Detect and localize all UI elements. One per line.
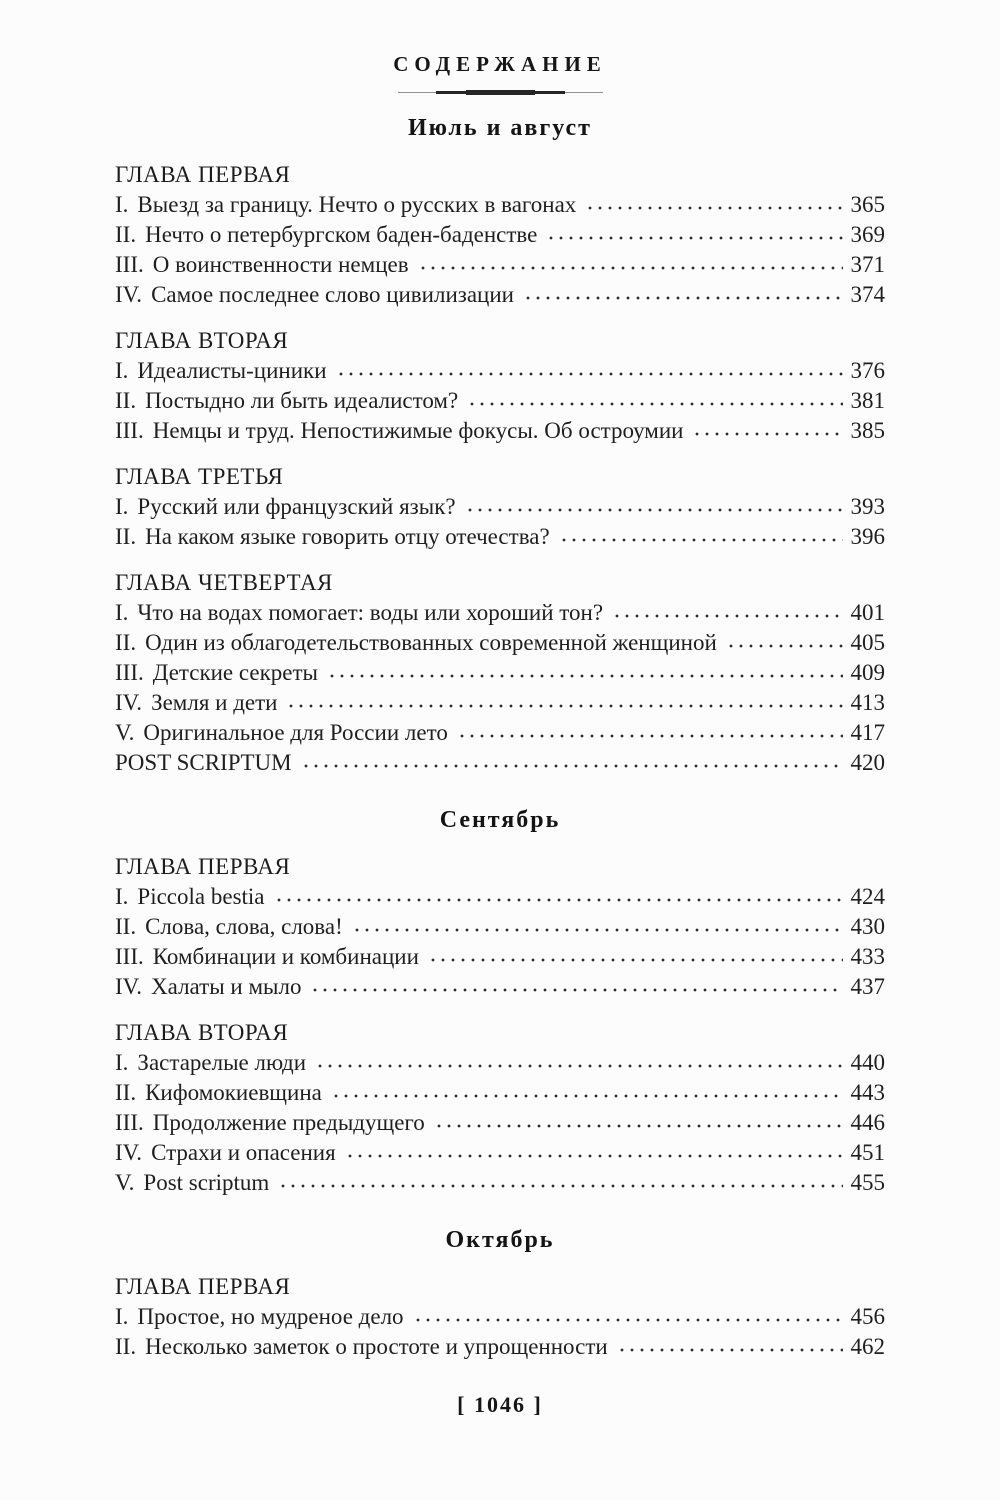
entry-number: II. [115,388,137,413]
dot-leader [345,1138,843,1168]
toc-entry [115,1332,885,1362]
dot-leader [413,1302,843,1332]
toc-entry [115,250,885,280]
toc-entry [115,912,885,942]
entry-number: V. [115,720,135,745]
dot-leader [559,522,843,552]
entry-title: Один из облагодетельствованных современной женщиной [145,630,717,655]
entry-title: Русский или французский язык? [137,494,456,519]
folio-page-number: [ 1046 ] [457,1392,543,1417]
entry-title: О воинственности немцев [152,252,409,277]
entry-title: Выезд за границу. Нечто о русских в вагонах [137,192,577,217]
entry-title: Самое последнее слово цивилизации [151,282,514,307]
dot-leader [546,220,842,250]
entry-page-number: 409 [850,660,885,685]
entry-page-number: 401 [850,600,885,625]
toc-entry [115,280,885,310]
dot-leader [585,190,842,220]
entry-title: Простое, но мудреное дело [137,1304,404,1329]
month-heading: Сентябрь [439,807,561,833]
entry-number: II. [115,222,137,247]
month-heading: Июль и август [408,115,592,141]
entry-title: POST SCRIPTUM [115,750,292,775]
dot-leader [428,942,843,972]
dot-leader [274,882,843,912]
dot-leader [523,280,843,310]
entry-number: III. [115,1110,144,1135]
chapter-heading: ГЛАВА ПЕРВАЯ [115,1274,291,1299]
entry-page-number: 376 [850,358,885,383]
toc-entry [115,688,885,718]
toc-entry [115,658,885,688]
entry-title: Piccola bestia [137,884,265,909]
dot-leader [336,356,843,386]
toc-entry [115,882,885,912]
entry-page-number: 385 [850,418,885,443]
entry-page-number: 413 [850,690,885,715]
chapter-heading: ГЛАВА ТРЕТЬЯ [115,464,284,489]
entry-page-number: 424 [850,884,885,909]
toc-entry [115,1168,885,1198]
chapter-heading: ГЛАВА ПЕРВАЯ [115,854,291,879]
entry-page-number: 433 [850,944,885,969]
entry-page-number: 374 [850,282,885,307]
toc-entry [115,942,885,972]
entry-page-number: 451 [850,1140,885,1165]
toc-entry [115,416,885,446]
entry-number: I. [115,884,129,909]
entry-page-number: 420 [850,750,885,775]
toc-entry [115,356,885,386]
dot-leader [457,718,843,748]
entry-title: Несколько заметок о простоте и упрощенности [145,1334,608,1359]
entry-title: Халаты и мыло [151,974,302,999]
dot-leader [327,658,843,688]
entry-number: III. [115,944,144,969]
entry-number: III. [115,252,144,277]
chapter-heading: ГЛАВА ЧЕТВЕРТАЯ [115,570,333,595]
entry-number: I. [115,358,129,383]
entry-number: II. [115,630,137,655]
toc-entry [115,386,885,416]
entry-number: II. [115,914,137,939]
entry-page-number: 446 [850,1110,885,1135]
toc-entry [115,492,885,522]
dot-leader [418,250,843,280]
dot-leader [310,972,842,1002]
entry-title: Детские секреты [152,660,318,685]
entry-number: I. [115,1304,129,1329]
dot-leader [434,1108,843,1138]
toc-entry [115,220,885,250]
entry-number: II. [115,524,137,549]
entry-title: Слова, слова, слова! [145,914,343,939]
dot-leader [726,628,843,658]
page-title: СОДЕРЖАНИЕ [393,52,607,76]
month-heading: Октябрь [445,1227,555,1253]
entry-page-number: 443 [850,1080,885,1105]
dot-leader [617,1332,843,1362]
toc-entry [115,748,885,778]
title-divider-ornament [398,90,603,96]
entry-page-number: 405 [850,630,885,655]
entry-number: V. [115,1170,135,1195]
toc-section [115,1224,885,1362]
entry-number: III. [115,418,144,443]
toc-entry [115,1138,885,1168]
chapter-heading: ГЛАВА ПЕРВАЯ [115,162,291,187]
toc-entry [115,1078,885,1108]
toc-entry [115,972,885,1002]
dot-leader [315,1048,842,1078]
dot-leader [301,748,843,778]
entry-number: I. [115,600,129,625]
entry-title: Что на водах помогает: воды или хороший тон? [137,600,604,625]
entry-title: Нечто о петербургском баден-баденстве [145,222,538,247]
divider-thick-line [466,90,535,95]
entry-number: II. [115,1334,137,1359]
toc-entry [115,522,885,552]
dot-leader [352,912,843,942]
entry-number: IV. [115,282,143,307]
entry-number: I. [115,494,129,519]
toc-entry [115,1302,885,1332]
entry-page-number: 393 [850,494,885,519]
entry-page-number: 417 [850,720,885,745]
entry-page-number: 396 [850,524,885,549]
entry-page-number: 365 [850,192,885,217]
toc-entry [115,1108,885,1138]
entry-page-number: 381 [850,388,885,413]
entry-number: I. [115,192,129,217]
entry-number: I. [115,1050,129,1075]
toc-entry [115,628,885,658]
dot-leader [286,688,842,718]
toc-entry [115,190,885,220]
dot-leader [331,1078,843,1108]
toc-entry [115,718,885,748]
entry-title: На каком языке говорить отцу отечества? [145,524,550,549]
toc-section [115,112,885,778]
dot-leader [465,492,843,522]
entry-number: IV. [115,974,143,999]
entry-number: III. [115,660,144,685]
entry-title: Комбинации и комбинации [152,944,419,969]
entry-page-number: 462 [850,1334,885,1359]
entry-number: IV. [115,1140,143,1165]
toc-entry [115,598,885,628]
entry-title: Земля и дети [151,690,278,715]
chapter-heading: ГЛАВА ВТОРАЯ [115,1020,289,1045]
entry-number: II. [115,1080,137,1105]
entry-title: Страхи и опасения [151,1140,336,1165]
entry-page-number: 456 [850,1304,885,1329]
entry-title: Постыдно ли быть идеалистом? [145,388,459,413]
entry-title: Немцы и труд. Непостижимые фокусы. Об остроумии [152,418,684,443]
entry-title: Застарелые люди [137,1050,307,1075]
entry-title: Идеалисты-циники [137,358,327,383]
entry-page-number: 430 [850,914,885,939]
entry-title: Продолжение предыдущего [152,1110,425,1135]
dot-leader [612,598,842,628]
entry-page-number: 371 [850,252,885,277]
entry-title: Post scriptum [143,1170,270,1195]
toc-section [115,804,885,1198]
toc-entry [115,1048,885,1078]
entry-page-number: 440 [850,1050,885,1075]
entry-page-number: 455 [850,1170,885,1195]
dot-leader [467,386,842,416]
entry-title: Оригинальное для России лето [143,720,448,745]
entry-title: Кифомокиевщина [145,1080,322,1105]
chapter-heading: ГЛАВА ВТОРАЯ [115,328,289,353]
dot-leader [692,416,842,446]
entry-number: IV. [115,690,143,715]
entry-page-number: 437 [850,974,885,999]
entry-page-number: 369 [850,222,885,247]
toc-sections [115,112,885,1362]
dot-leader [278,1168,842,1198]
